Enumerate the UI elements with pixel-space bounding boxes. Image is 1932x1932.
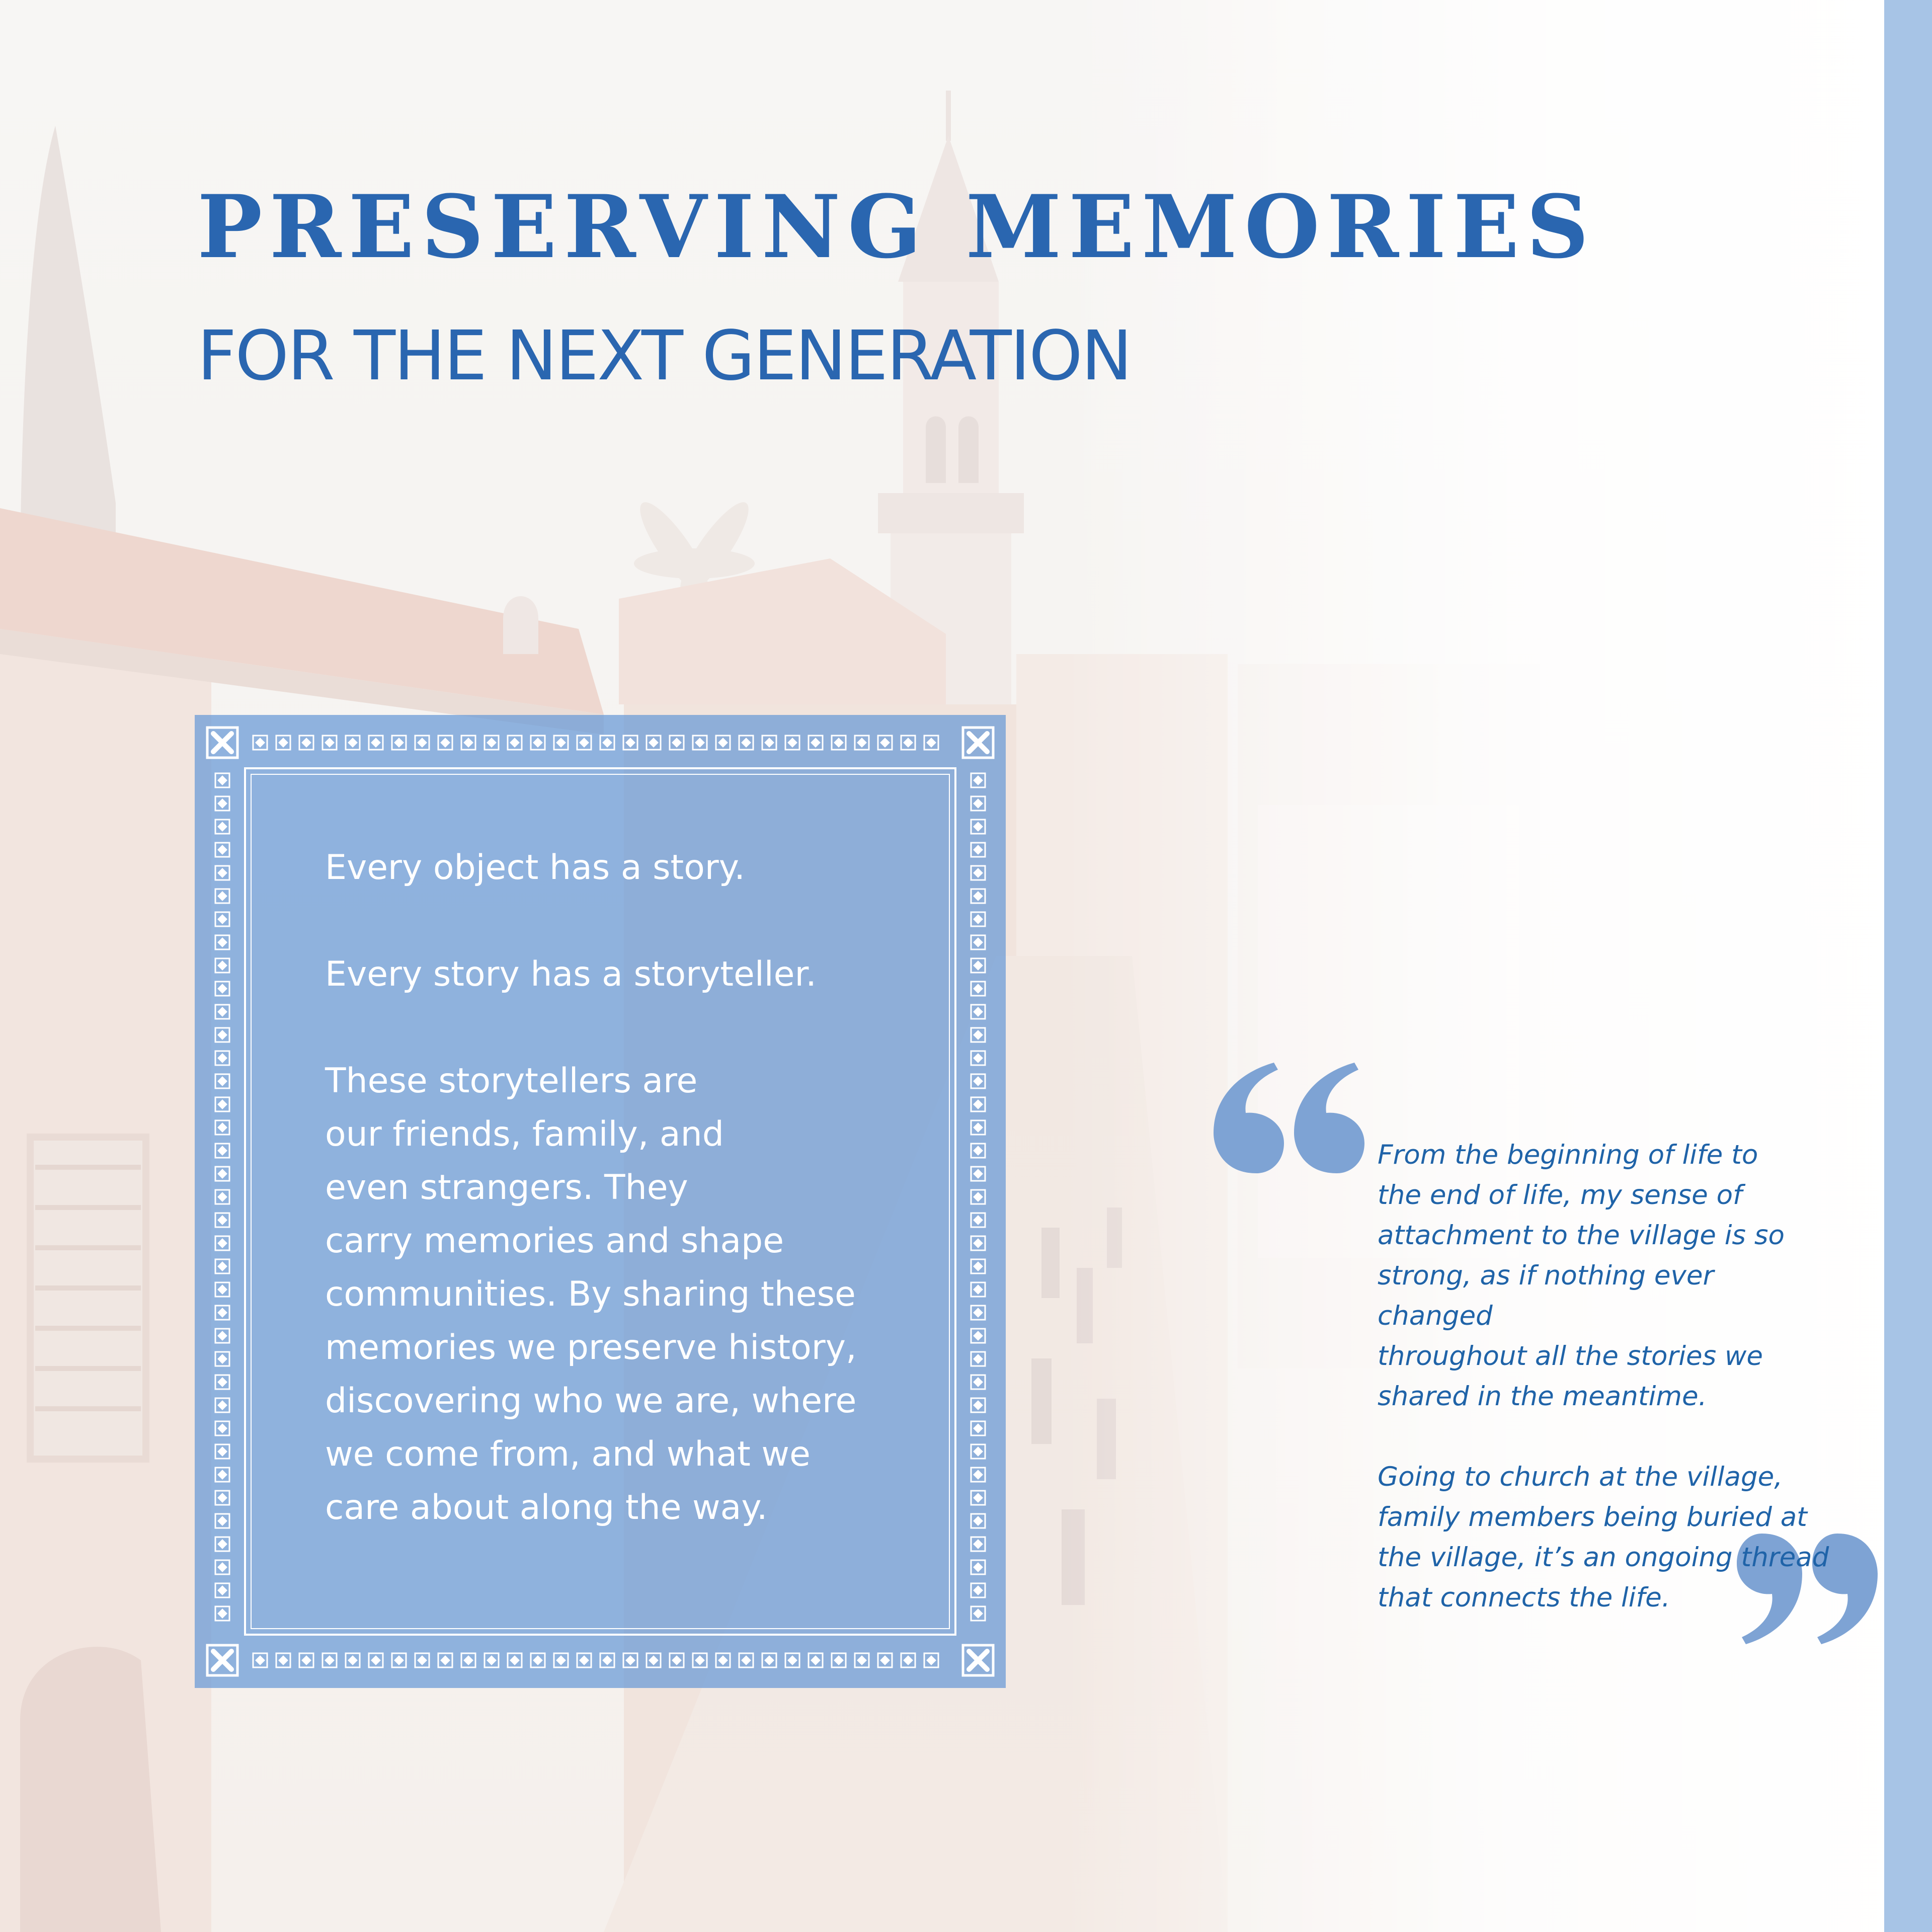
border-dot-motif — [438, 736, 452, 750]
story-paragraph-line: even strangers. They — [325, 1168, 688, 1208]
border-dot-motif — [971, 1213, 985, 1227]
border-dot-motif — [693, 736, 707, 750]
border-dot-motif — [855, 1653, 869, 1667]
border-dot-motif — [215, 1398, 229, 1412]
border-dot-motif — [971, 1352, 985, 1366]
border-dot-motif — [554, 736, 568, 750]
border-dot-motif — [215, 1514, 229, 1528]
border-dot-motif — [508, 736, 522, 750]
border-dot-motif — [531, 1653, 545, 1667]
border-dot-motif — [215, 935, 229, 949]
border-dot-motif — [215, 1259, 229, 1273]
border-dot-motif — [392, 736, 406, 750]
border-dot-motif — [785, 736, 799, 750]
border-dot-motif — [215, 1560, 229, 1574]
border-dot-motif — [215, 866, 229, 880]
border-dot-motif — [485, 736, 499, 750]
border-dot-motif — [762, 1653, 776, 1667]
testimonial-quote — [1378, 1135, 1830, 1618]
border-dot-motif — [215, 1097, 229, 1111]
border-dot-motif — [971, 1468, 985, 1482]
border-dot-motif — [215, 958, 229, 973]
cross-corner-icon — [963, 728, 993, 758]
quote-line: attachment to the village is so — [1378, 1220, 1785, 1251]
border-dot-motif — [215, 1028, 229, 1042]
border-dot-motif — [508, 1653, 522, 1667]
quote-line: Going to church at the village, — [1378, 1462, 1783, 1492]
border-dot-motif — [346, 1653, 360, 1667]
border-dot-motif — [971, 843, 985, 857]
cross-corner-icon — [963, 1645, 993, 1675]
story-paragraph-line: carry memories and shape — [325, 1221, 784, 1261]
page-title: PRESERVING MEMORIES — [197, 176, 1596, 278]
border-dot-motif — [670, 1653, 684, 1667]
border-dot-motif — [215, 1190, 229, 1204]
border-dot-motif — [971, 1259, 985, 1273]
border-dot-motif — [323, 736, 337, 750]
border-dot-motif — [623, 736, 637, 750]
quote-line: that connects the life. — [1378, 1582, 1670, 1613]
border-dot-motif — [215, 1375, 229, 1389]
border-dot-motif — [215, 1282, 229, 1297]
quote-line: strong, as if nothing ever changed — [1378, 1260, 1714, 1331]
border-dot-motif — [901, 736, 915, 750]
border-dot-motif — [215, 1468, 229, 1482]
border-dot-motif — [971, 1005, 985, 1019]
border-dot-motif — [878, 736, 892, 750]
border-dot-motif — [369, 736, 383, 750]
border-dot-motif — [878, 1653, 892, 1667]
border-dot-motif — [276, 1653, 290, 1667]
border-dot-motif — [215, 1236, 229, 1250]
story-paragraph-line: care about along the way. — [325, 1488, 768, 1527]
border-dot-motif — [215, 889, 229, 903]
border-dot-motif — [971, 1306, 985, 1320]
border-dot-motif — [971, 982, 985, 996]
border-dot-motif — [215, 1144, 229, 1158]
border-dot-motif — [809, 1653, 823, 1667]
border-dot-motif — [346, 736, 360, 750]
border-dot-motif — [739, 736, 753, 750]
border-dot-motif — [215, 1606, 229, 1621]
quote-line: throughout all the stories we — [1378, 1341, 1763, 1372]
border-dot-motif — [971, 1097, 985, 1111]
border-dot-motif — [971, 1537, 985, 1551]
border-dot-motif — [215, 1213, 229, 1227]
border-dot-motif — [924, 1653, 938, 1667]
border-dot-motif — [215, 1306, 229, 1320]
border-dot-motif — [693, 1653, 707, 1667]
border-dot-motif — [647, 736, 661, 750]
border-dot-motif — [971, 1028, 985, 1042]
border-dot-motif — [971, 912, 985, 926]
page-subtitle: FOR THE NEXT GENERATION — [197, 316, 1131, 396]
story-paragraph-line: our friends, family, and — [325, 1114, 724, 1154]
border-dot-motif — [577, 736, 591, 750]
border-dot-motif — [739, 1653, 753, 1667]
border-dot-motif — [971, 1051, 985, 1065]
story-text — [325, 841, 969, 1535]
border-dot-motif — [323, 1653, 337, 1667]
border-dot-motif — [832, 1653, 846, 1667]
border-dot-motif — [215, 1167, 229, 1181]
quote-line: the village, it’s an ongoing thread — [1378, 1542, 1829, 1573]
border-dot-motif — [215, 912, 229, 926]
border-dot-motif — [461, 736, 475, 750]
border-dot-motif — [215, 820, 229, 834]
border-dot-motif — [623, 1653, 637, 1667]
border-dot-motif — [253, 1653, 267, 1667]
border-dot-motif — [971, 1329, 985, 1343]
border-dot-motif — [855, 736, 869, 750]
border-dot-motif — [716, 1653, 730, 1667]
border-dot-motif — [461, 1653, 475, 1667]
border-dot-motif — [901, 1653, 915, 1667]
quote-line: family members being buried at — [1378, 1502, 1807, 1533]
cross-corner-icon — [207, 1645, 237, 1675]
border-dot-motif — [215, 796, 229, 811]
border-dot-motif — [971, 1583, 985, 1597]
story-paragraph-line: memories we preserve history, — [325, 1328, 857, 1367]
border-dot-motif — [215, 1120, 229, 1135]
border-dot-motif — [276, 736, 290, 750]
border-dot-motif — [215, 773, 229, 787]
border-dot-motif — [415, 1653, 429, 1667]
border-dot-motif — [924, 736, 938, 750]
border-dot-motif — [971, 1398, 985, 1412]
border-dot-motif — [971, 1514, 985, 1528]
border-dot-motif — [215, 982, 229, 996]
border-dot-motif — [971, 1190, 985, 1204]
border-dot-motif — [299, 736, 313, 750]
border-dot-motif — [971, 958, 985, 973]
border-dot-motif — [600, 1653, 614, 1667]
border-dot-motif — [971, 1074, 985, 1088]
border-dot-motif — [215, 1329, 229, 1343]
border-dot-motif — [971, 1375, 985, 1389]
border-dot-motif — [971, 1444, 985, 1459]
border-dot-motif — [299, 1653, 313, 1667]
border-dot-motif — [215, 1421, 229, 1435]
border-dot-motif — [785, 1653, 799, 1667]
quote-line: From the beginning of life to — [1378, 1140, 1758, 1170]
border-dot-motif — [971, 1236, 985, 1250]
border-dot-motif — [971, 1120, 985, 1135]
border-dot-motif — [215, 1005, 229, 1019]
story-paragraph-line: These storytellers are — [325, 1061, 698, 1101]
border-dot-motif — [485, 1653, 499, 1667]
border-dot-motif — [971, 773, 985, 787]
border-dot-motif — [971, 866, 985, 880]
border-dot-motif — [415, 736, 429, 750]
story-paragraph-line: we come from, and what we — [325, 1434, 811, 1474]
border-dot-motif — [215, 1491, 229, 1505]
border-dot-motif — [971, 1282, 985, 1297]
story-paragraph-line: discovering who we are, where — [325, 1381, 857, 1421]
story-paragraph-line: communities. By sharing these — [325, 1274, 856, 1314]
border-dot-motif — [215, 1583, 229, 1597]
border-dot-motif — [600, 736, 614, 750]
border-dot-motif — [392, 1653, 406, 1667]
border-dot-motif — [971, 1421, 985, 1435]
border-dot-motif — [215, 1444, 229, 1459]
border-dot-motif — [215, 843, 229, 857]
border-dot-motif — [762, 736, 776, 750]
story-line-storyteller: Every story has a storyteller. — [325, 954, 817, 994]
border-dot-motif — [832, 736, 846, 750]
right-accent-strip — [1884, 0, 1932, 1932]
border-dot-motif — [438, 1653, 452, 1667]
border-dot-motif — [253, 736, 267, 750]
border-dot-motif — [809, 736, 823, 750]
open-quote-icon — [1214, 1063, 1364, 1173]
border-dot-motif — [647, 1653, 661, 1667]
border-dot-motif — [971, 796, 985, 811]
quote-line: the end of life, my sense of — [1378, 1180, 1742, 1211]
border-dot-motif — [670, 736, 684, 750]
story-line-object: Every object has a story. — [325, 848, 745, 888]
border-dot-motif — [215, 1537, 229, 1551]
border-dot-motif — [215, 1051, 229, 1065]
border-dot-motif — [971, 1560, 985, 1574]
border-dot-motif — [215, 1074, 229, 1088]
border-dot-motif — [215, 1352, 229, 1366]
border-dot-motif — [554, 1653, 568, 1667]
border-dot-motif — [369, 1653, 383, 1667]
border-dot-motif — [971, 1606, 985, 1621]
border-dot-motif — [971, 1167, 985, 1181]
border-dot-motif — [971, 1491, 985, 1505]
border-dot-motif — [971, 820, 985, 834]
border-dot-motif — [971, 889, 985, 903]
border-dot-motif — [971, 935, 985, 949]
border-dot-motif — [577, 1653, 591, 1667]
quote-line: shared in the meantime. — [1378, 1381, 1707, 1412]
border-dot-motif — [716, 736, 730, 750]
border-dot-motif — [971, 1144, 985, 1158]
cross-corner-icon — [207, 728, 237, 758]
border-dot-motif — [531, 736, 545, 750]
